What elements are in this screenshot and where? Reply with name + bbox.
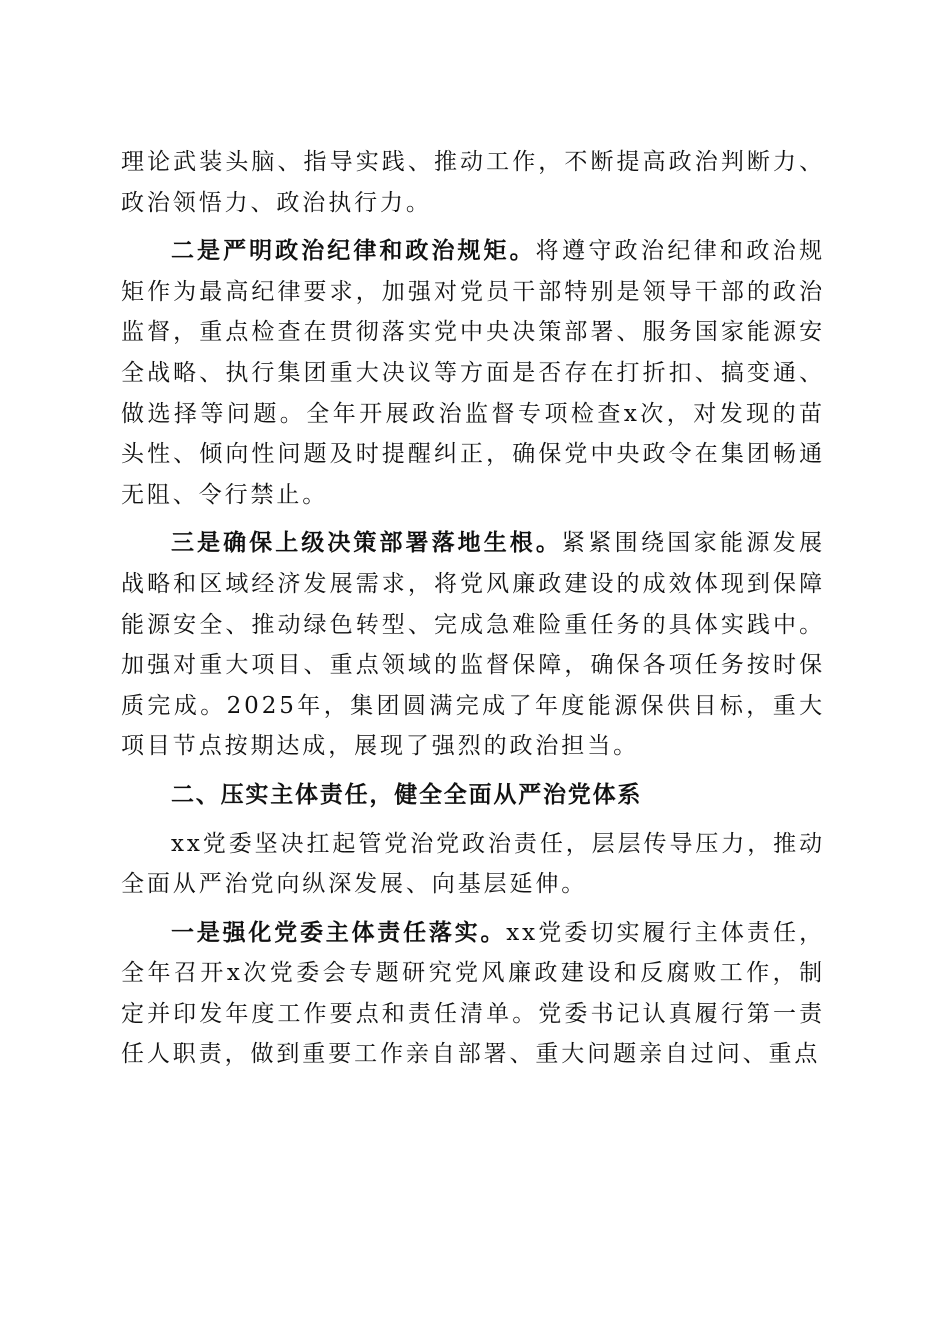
document-body bbox=[121, 142, 825, 1083]
paragraph-lead-2: 二是严明政治纪律和政治规矩。 bbox=[171, 238, 536, 265]
paragraph-body-3: 紧紧围绕国家能源发展战略和区域经济发展需求，将党风廉政建设的成效体现到保障能源安全、推动绿色转型、完成急难险重任务的具体实践中。加强对重大项目、重点领域的监督保障，确保各项任务按时保质完成。2025年，集团圆满完成了年度能源保供目标，重大项目节点按期达成，展现了强烈的政治担当。 bbox=[121, 530, 825, 760]
paragraph-item-3 bbox=[121, 523, 825, 767]
paragraph-intro: xx党委坚决扛起管党治党政治责任，层层传导压力，推动全面从严治党向纵深发展、向基层延伸。 bbox=[121, 830, 825, 898]
paragraph-item-2 bbox=[121, 231, 825, 515]
paragraph-body-2: 将遵守政治纪律和政治规矩作为最高纪律要求，加强对党员干部特别是领导干部的政治监督，重点检查在贯彻落实党中央决策部署、服务国家能源安全战略、执行集团重大决议等方面是否存在打折扣、搞变通、做选择等问题。全年开展政治监督专项检查x次，对发现的苗头性、倾向性问题及时提醒纠正，确保党中央政令在集团畅通无阻、令行禁止。 bbox=[121, 238, 825, 508]
paragraph-item-1 bbox=[121, 913, 825, 1075]
section-heading: 二、压实主体责任，健全全面从严治党体系 bbox=[171, 781, 643, 808]
paragraph-lead-3: 三是确保上级决策部署落地生根。 bbox=[171, 530, 562, 557]
paragraph-continuation: 理论武装头脑、指导实践、推动工作，不断提高政治判断力、政治领悟力、政治执行力。 bbox=[121, 149, 825, 216]
paragraph-lead-1: 一是强化党委主体责任落实。 bbox=[171, 919, 507, 946]
paragraph-body-1: xx党委切实履行主体责任，全年召开x次党委会专题研究党风廉政建设和反腐败工作，制定并印发年度工作要点和责任清单。党委书记认真履行第一责任人职责，做到重要工作亲自部署、重大问题亲自过问、重点 bbox=[121, 919, 825, 1068]
